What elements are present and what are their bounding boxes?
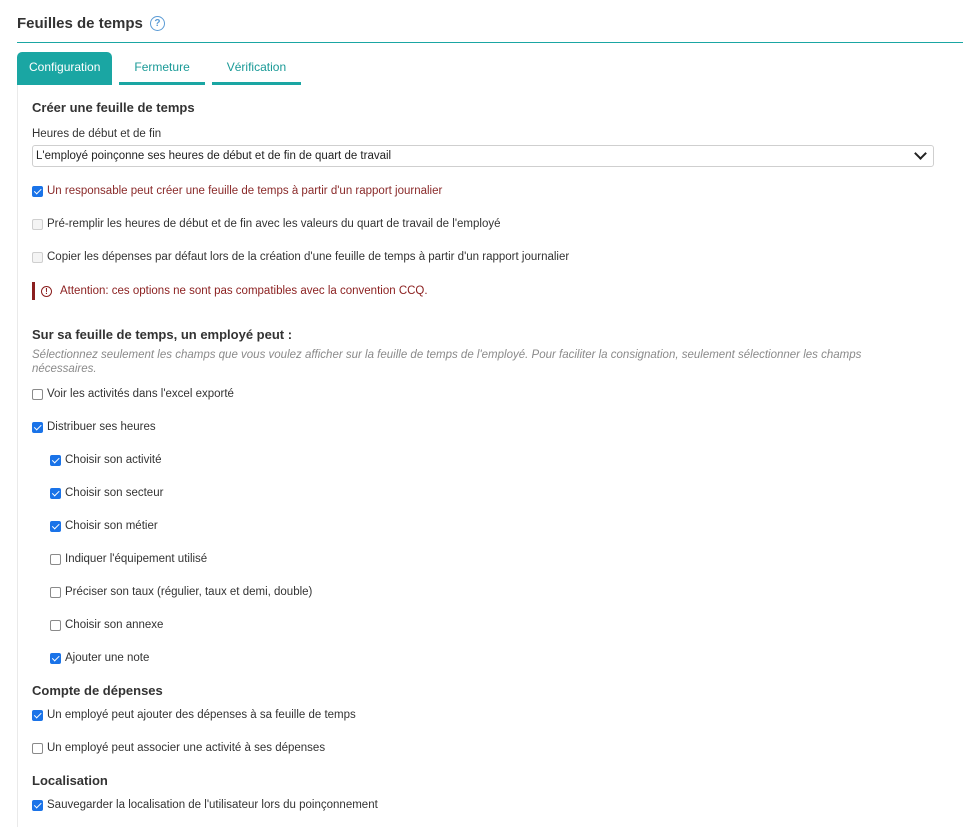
option-choose-sector[interactable] xyxy=(50,487,163,499)
checkbox[interactable] xyxy=(32,389,43,400)
checkbox[interactable] xyxy=(50,620,61,631)
option-choose-activity[interactable] xyxy=(50,454,162,466)
alert-icon: ! xyxy=(41,286,52,297)
checkbox[interactable] xyxy=(50,521,61,532)
header-divider xyxy=(17,42,963,43)
select-value: L'employé poinçonne ses heures de début et de fin de quart de travail xyxy=(36,150,392,162)
ccq-warning xyxy=(32,282,428,300)
checkbox[interactable] xyxy=(50,488,61,499)
tab-configuration[interactable]: Configuration xyxy=(17,52,112,85)
option-manager-create-from-report[interactable] xyxy=(32,185,442,197)
tab-fermeture[interactable]: Fermeture xyxy=(119,52,204,85)
option-label: Préciser son taux (régulier, taux et demi, double) xyxy=(65,586,313,598)
option-choose-trade[interactable] xyxy=(50,520,158,532)
checkbox[interactable] xyxy=(32,800,43,811)
option-add-note[interactable] xyxy=(50,652,149,664)
checkbox[interactable] xyxy=(50,554,61,565)
option-equipment-used[interactable] xyxy=(50,553,207,565)
expense-section-title: Compte de dépenses xyxy=(32,683,163,698)
tab-verification[interactable]: Vérification xyxy=(212,52,301,85)
option-label: Sauvegarder la localisation de l'utilisateur lors du poinçonnement xyxy=(47,799,378,811)
option-label: Un employé peut ajouter des dépenses à sa feuille de temps xyxy=(47,709,356,721)
checkbox[interactable] xyxy=(32,252,43,263)
option-label: Distribuer ses heures xyxy=(47,421,156,433)
option-label: Ajouter une note xyxy=(65,652,150,664)
option-prefill-shift-hours[interactable] xyxy=(32,218,501,230)
checkbox[interactable] xyxy=(50,587,61,598)
checkbox[interactable] xyxy=(32,422,43,433)
option-label: Un employé peut associer une activité à ses dépenses xyxy=(47,742,326,754)
option-label: Un responsable peut créer une feuille de temps à partir d'un rapport journalier xyxy=(47,185,443,197)
option-specify-rate[interactable] xyxy=(50,586,312,598)
checkbox[interactable] xyxy=(32,743,43,754)
option-label: Choisir son métier xyxy=(65,520,158,532)
option-label: Pré-remplir les heures de début et de fin avec les valeurs du quart de travail de l'employé xyxy=(47,218,501,230)
employee-section-description: Sélectionnez seulement les champs que vous voulez afficher sur la feuille de temps de l'employé. Pour faciliter la consignation, seulement sélectionner les champs nécessaires. xyxy=(32,349,862,375)
option-choose-annex[interactable] xyxy=(50,619,163,631)
option-label: Choisir son activité xyxy=(65,454,162,466)
start-end-hours-label: Heures de début et de fin xyxy=(32,128,162,140)
option-distribute-hours[interactable] xyxy=(32,421,156,433)
checkbox[interactable] xyxy=(32,219,43,230)
option-label: Copier les dépenses par défaut lors de la création d'une feuille de temps à partir d'un rapport journalier xyxy=(47,251,570,263)
checkbox[interactable] xyxy=(32,710,43,721)
option-save-location[interactable] xyxy=(32,799,378,811)
option-label: Choisir son annexe xyxy=(65,619,164,631)
warning-text: Attention: ces options ne sont pas compatibles avec la convention CCQ. xyxy=(60,285,428,297)
option-add-expenses[interactable] xyxy=(32,709,356,721)
checkbox[interactable] xyxy=(50,455,61,466)
location-section-title: Localisation xyxy=(32,773,108,788)
chevron-down-icon xyxy=(914,147,927,160)
start-end-hours-select[interactable] xyxy=(32,145,934,167)
page-title: Feuilles de temps xyxy=(17,14,143,32)
checkbox[interactable] xyxy=(32,186,43,197)
option-associate-activity-expenses[interactable] xyxy=(32,742,325,754)
create-section-title: Créer une feuille de temps xyxy=(32,100,195,115)
employee-section-title: Sur sa feuille de temps, un employé peut : xyxy=(32,327,293,342)
option-label: Indiquer l'équipement utilisé xyxy=(65,553,208,565)
option-label: Choisir son secteur xyxy=(65,487,164,499)
checkbox[interactable] xyxy=(50,653,61,664)
option-copy-default-expenses[interactable] xyxy=(32,251,569,263)
option-view-activities-excel[interactable] xyxy=(32,388,234,400)
help-icon[interactable]: ? xyxy=(150,16,165,31)
page-header xyxy=(17,13,165,33)
option-label: Voir les activités dans l'excel exporté xyxy=(47,388,234,400)
tab-bar xyxy=(17,52,308,85)
